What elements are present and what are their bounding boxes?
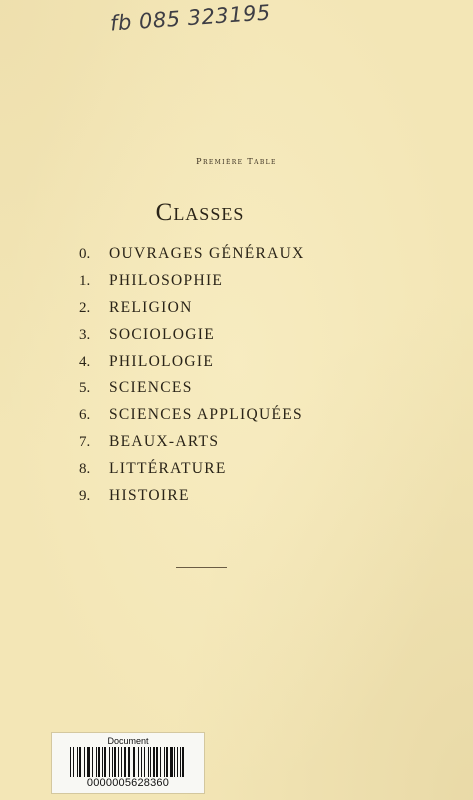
class-name: PHILOLOGIE (109, 352, 215, 370)
class-item (79, 485, 305, 512)
barcode-bars (70, 747, 185, 777)
class-name: HISTOIRE (109, 487, 190, 505)
page-title: Classes (155, 199, 245, 226)
class-name: LITTÉRATURE (109, 460, 227, 478)
class-number: 6. (79, 407, 91, 424)
class-item (79, 243, 305, 270)
class-name: SCIENCES (109, 379, 193, 397)
handwritten-shelf-mark: fb 085 323195 (109, 0, 272, 36)
barcode-label (52, 733, 204, 793)
class-list (79, 243, 305, 512)
class-item (79, 351, 305, 378)
class-name: RELIGION (109, 298, 193, 316)
class-name: SCIENCES APPLIQUÉES (109, 406, 303, 424)
class-item (79, 270, 305, 297)
class-number: 5. (79, 380, 91, 397)
class-number: 8. (79, 461, 91, 478)
class-number: 0. (79, 246, 91, 262)
class-item (79, 324, 305, 351)
class-item (79, 377, 305, 404)
barcode-number: 0000005628360 (86, 777, 170, 789)
class-name: PHILOSOPHIE (109, 271, 224, 289)
class-item (79, 404, 305, 431)
class-number: 2. (79, 299, 91, 316)
class-number: 9. (79, 488, 91, 505)
class-item (79, 431, 305, 458)
class-number: 3. (79, 326, 91, 343)
class-name: SOCIOLOGIE (109, 325, 215, 343)
class-number: 7. (79, 434, 91, 451)
table-caption: Première Table (196, 157, 277, 166)
separator-rule (176, 567, 227, 568)
class-item (79, 297, 305, 324)
class-name: BEAUX-ARTS (109, 433, 220, 451)
class-name: OUVRAGES GÉNÉRAUX (109, 245, 305, 262)
class-number: 1. (79, 272, 91, 289)
class-number: 4. (79, 353, 91, 370)
class-item (79, 458, 305, 485)
barcode-title: Document (107, 736, 149, 746)
